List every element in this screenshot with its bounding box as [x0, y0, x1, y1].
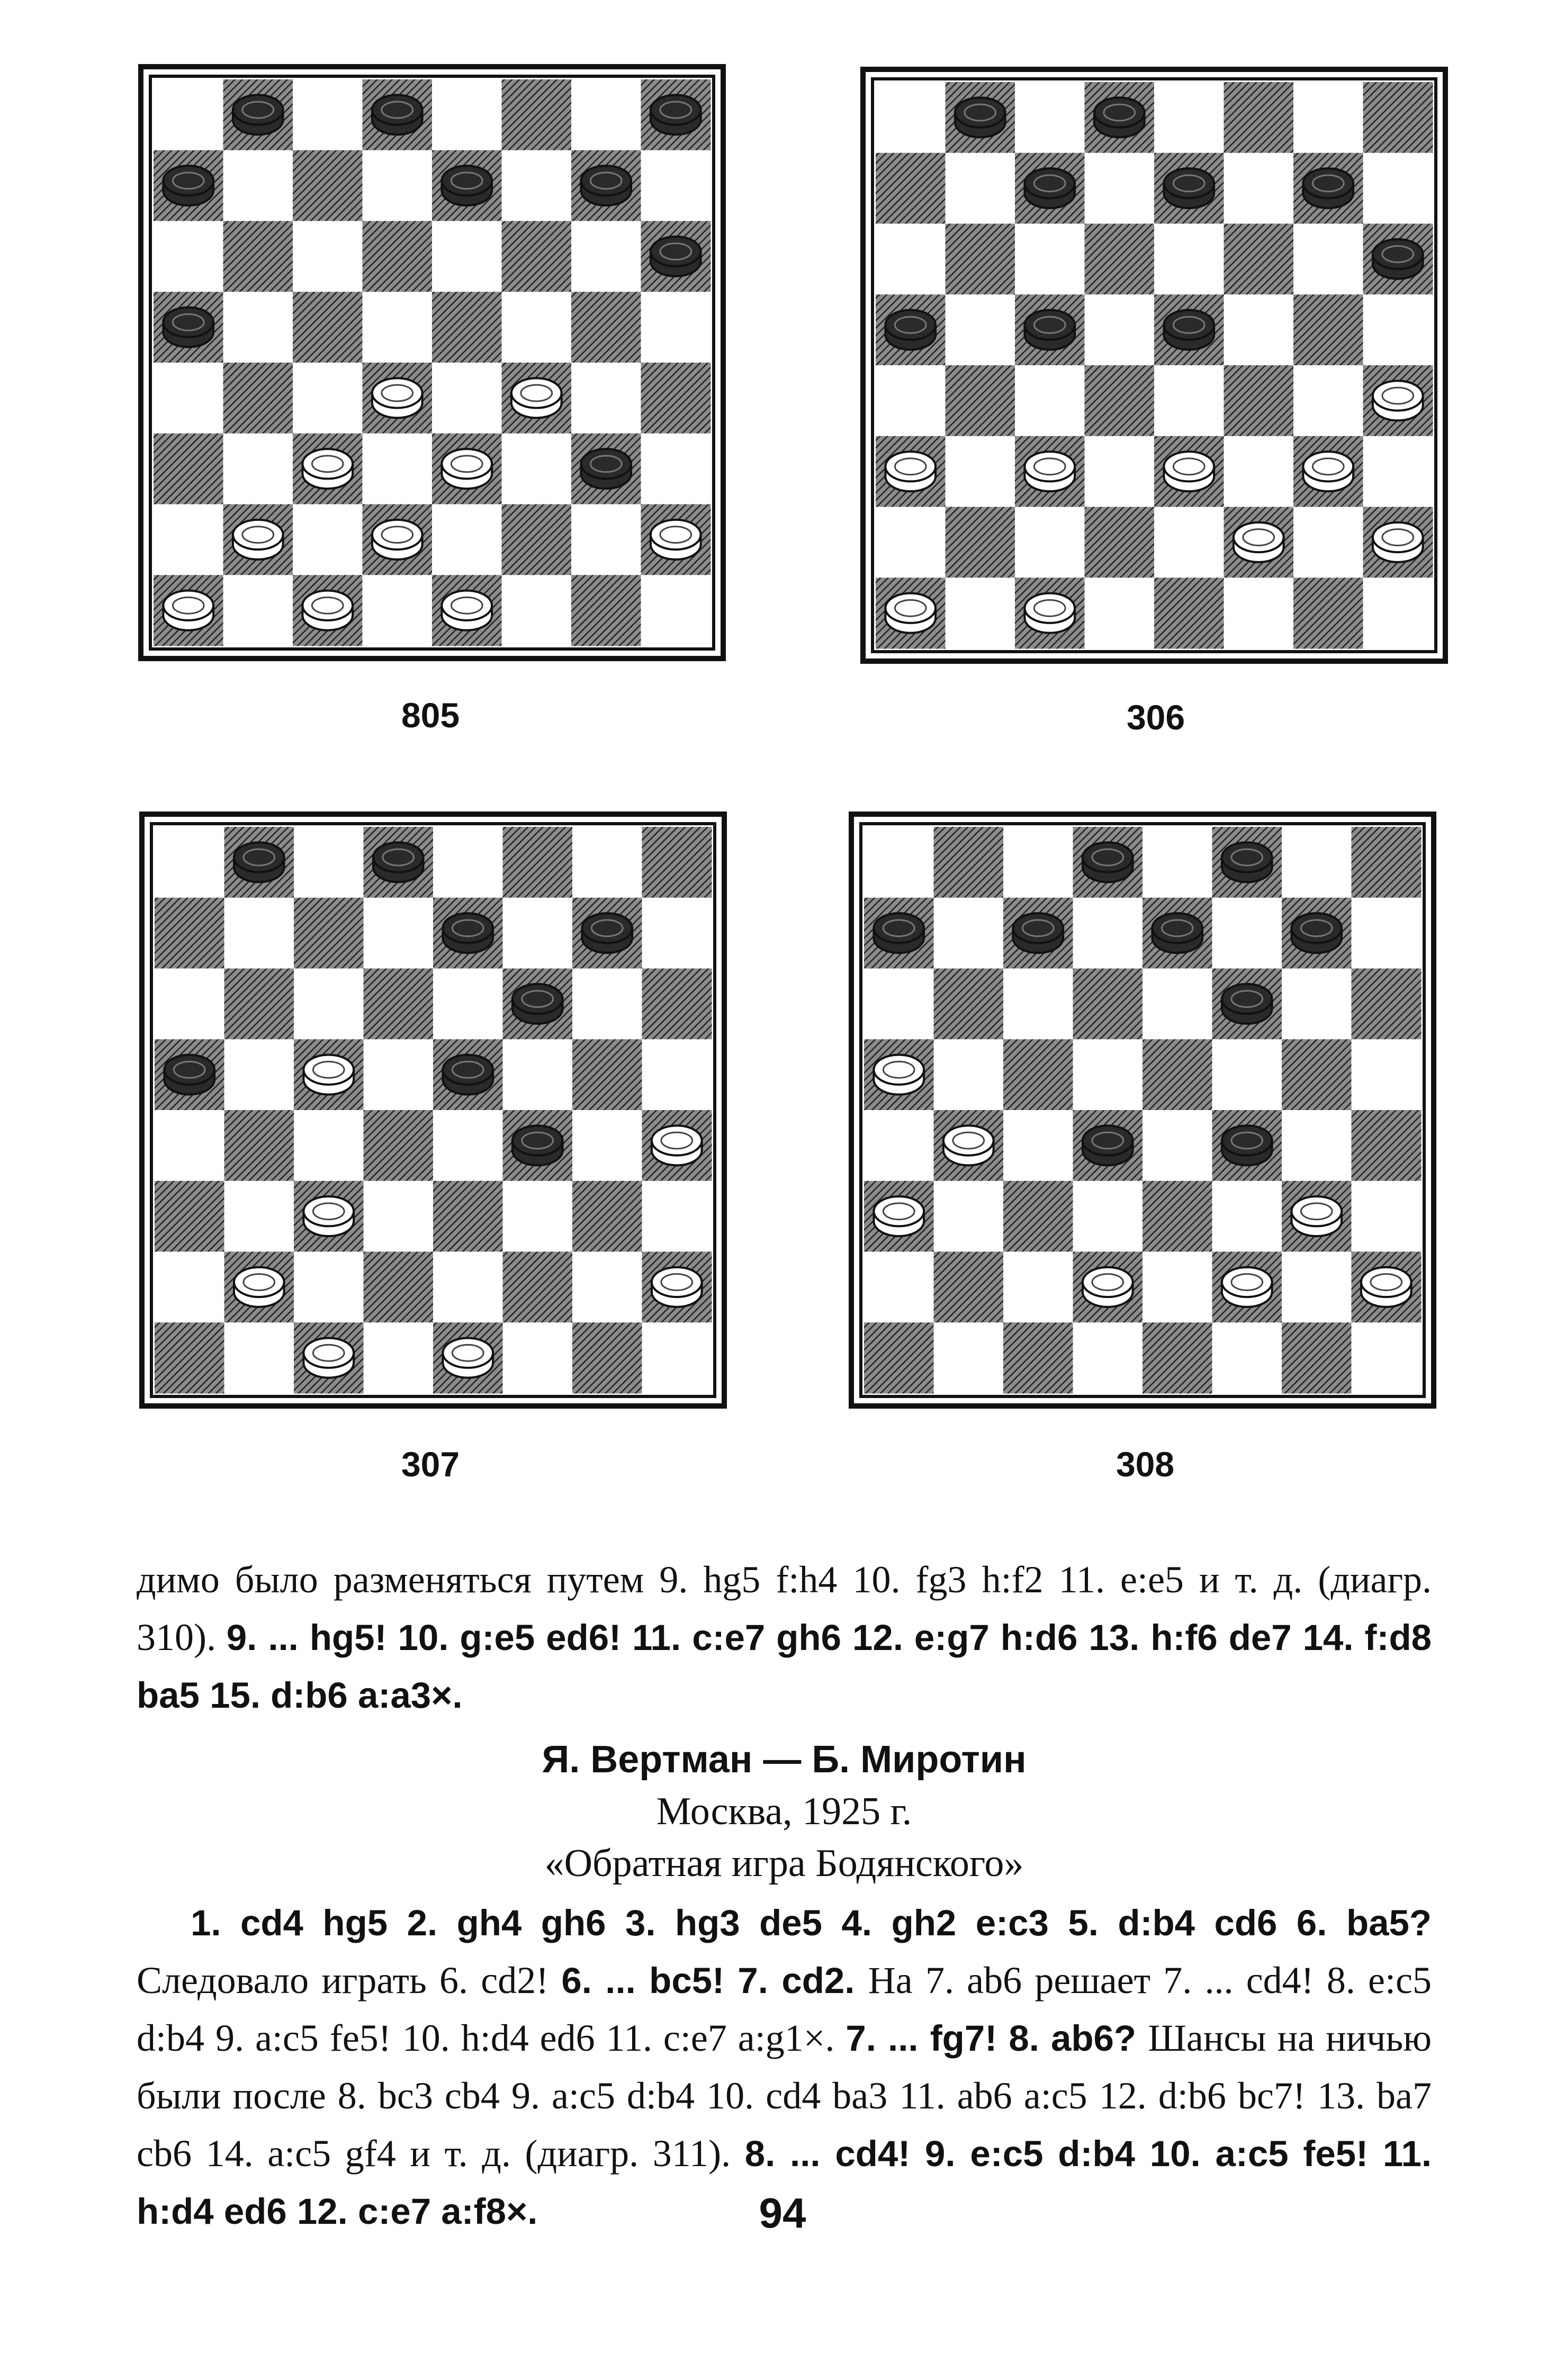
light-square	[503, 1039, 573, 1110]
white-checker	[885, 593, 936, 633]
light-square	[363, 150, 433, 221]
light-square	[1143, 827, 1212, 898]
white-checker	[1083, 1267, 1133, 1307]
black-checker	[1083, 842, 1133, 882]
black-checker	[1024, 310, 1075, 350]
light-square	[1282, 1110, 1352, 1181]
dark-square	[433, 1181, 503, 1252]
light-square	[364, 1322, 434, 1393]
light-square	[224, 1181, 294, 1252]
dark-square	[1143, 1039, 1212, 1110]
dark-square	[1293, 578, 1363, 648]
white-checker	[874, 1196, 924, 1236]
text-segment: На 7. ab6 решает 7. ... cd4! 8. e:c5 d:b4 9. a:c5 fe5! 10. h:d4 ed6 11. c:e7 a:g1×.	[137, 1959, 1432, 2059]
black-checker	[234, 842, 284, 882]
light-square	[223, 434, 293, 504]
light-square	[572, 1110, 642, 1181]
white-checker	[303, 1338, 354, 1378]
light-square	[1085, 153, 1155, 224]
light-square	[1224, 578, 1294, 648]
light-square	[1003, 827, 1073, 898]
dark-square	[432, 292, 502, 363]
light-square	[1085, 294, 1155, 365]
dark-square	[934, 969, 1004, 1040]
light-square	[223, 575, 293, 646]
black-checker	[512, 984, 563, 1024]
dark-square	[1003, 1039, 1073, 1110]
light-square	[432, 504, 502, 575]
white-checker	[1373, 381, 1423, 420]
dark-square	[1224, 224, 1294, 295]
white-checker	[303, 1055, 354, 1095]
light-square	[946, 436, 1015, 507]
black-checker	[1222, 984, 1272, 1024]
light-square	[1212, 898, 1282, 969]
light-square	[293, 79, 363, 150]
dark-square	[364, 969, 434, 1040]
white-checker	[1303, 452, 1353, 491]
dark-square	[1282, 1322, 1352, 1393]
white-checker	[1222, 1267, 1272, 1307]
light-square	[1293, 507, 1363, 578]
dark-square	[155, 1181, 224, 1252]
light-square	[1352, 1322, 1422, 1393]
dark-square	[642, 827, 712, 898]
light-square	[155, 827, 224, 898]
black-checker	[1222, 842, 1272, 882]
light-square	[946, 578, 1015, 648]
white-checker	[874, 1055, 924, 1095]
dark-square	[1003, 1322, 1073, 1393]
dark-square	[224, 1110, 294, 1181]
light-square	[433, 827, 503, 898]
light-square	[876, 82, 946, 153]
white-checker	[1234, 522, 1284, 562]
light-square	[364, 1039, 434, 1110]
light-square	[1015, 365, 1085, 436]
dark-square	[571, 575, 641, 646]
light-square	[1224, 153, 1294, 224]
light-square	[503, 1181, 573, 1252]
black-checker	[163, 308, 213, 347]
black-checker	[1303, 168, 1353, 208]
text-segment: Следовало играть 6. cd2!	[137, 1959, 562, 2002]
light-square	[155, 1252, 224, 1323]
light-square	[864, 827, 934, 898]
black-checker	[442, 166, 492, 205]
white-checker	[234, 1267, 284, 1307]
light-square	[642, 1322, 712, 1393]
light-square	[364, 1181, 434, 1252]
dark-square	[864, 1322, 934, 1393]
light-square	[572, 827, 642, 898]
light-square	[1224, 294, 1294, 365]
paragraph-continuation	[137, 1551, 1432, 1724]
light-square	[1015, 224, 1085, 295]
light-square	[363, 575, 433, 646]
game-notation	[137, 1894, 1432, 2240]
text-segment: 1. cd4 hg5 2. gh4 gh6 3. hg3 de5 4. gh2 e:c3 5. d:b4 cd6 6. ba5?	[191, 1903, 1432, 1943]
light-square	[293, 363, 363, 434]
dark-square	[1085, 507, 1155, 578]
dark-square	[154, 434, 223, 504]
dark-square	[1085, 365, 1155, 436]
light-square	[642, 1181, 712, 1252]
light-square	[363, 292, 433, 363]
game-header	[137, 1734, 1432, 1889]
light-square	[642, 898, 712, 969]
white-checker	[1024, 452, 1075, 491]
light-square	[641, 575, 711, 646]
light-square	[293, 504, 363, 575]
dark-square	[572, 1181, 642, 1252]
dark-square	[641, 363, 711, 434]
light-square	[432, 363, 502, 434]
dark-square	[155, 898, 224, 969]
light-square	[224, 1322, 294, 1393]
white-checker	[163, 591, 213, 630]
dark-square	[1224, 365, 1294, 436]
light-square	[363, 434, 433, 504]
light-square	[1154, 507, 1224, 578]
light-square	[1003, 1252, 1073, 1323]
light-square	[502, 292, 572, 363]
black-checker	[373, 842, 424, 882]
dark-square	[1352, 827, 1422, 898]
black-checker	[1164, 168, 1214, 208]
black-checker	[163, 166, 213, 205]
light-square	[864, 969, 934, 1040]
light-square	[433, 1110, 503, 1181]
dark-square	[502, 504, 572, 575]
dark-square	[224, 969, 294, 1040]
white-checker	[372, 378, 422, 418]
game-opening: «Обратная игра Бодянского»	[544, 1842, 1024, 1885]
text-segment: 8. ... cd4! 9. e:c5 d:b4 10. a:c5 fe5! 11. h:d4 ed6 12. c:e7 a:f8×.	[137, 2133, 1432, 2232]
light-square	[876, 507, 946, 578]
light-square	[946, 294, 1015, 365]
light-square	[154, 79, 223, 150]
dark-square	[946, 224, 1015, 295]
diagram-306-board	[860, 66, 1449, 664]
white-checker	[1373, 522, 1423, 562]
dark-square	[1293, 294, 1363, 365]
page-number: 94	[759, 2189, 806, 2237]
light-square	[1282, 827, 1352, 898]
light-square	[1015, 82, 1085, 153]
light-square	[224, 898, 294, 969]
light-square	[1363, 153, 1433, 224]
light-square	[1073, 1322, 1143, 1393]
light-square	[1212, 1039, 1282, 1110]
dark-square	[363, 221, 433, 292]
black-checker	[164, 1055, 214, 1095]
light-square	[864, 1110, 934, 1181]
white-checker	[303, 1196, 354, 1236]
light-square	[154, 504, 223, 575]
light-square	[641, 292, 711, 363]
black-checker	[874, 913, 924, 953]
light-square	[571, 79, 641, 150]
diagram-805-caption: 805	[401, 696, 460, 735]
light-square	[934, 1322, 1004, 1393]
diagram-308-board	[848, 811, 1437, 1409]
diagram-306-caption: 306	[1126, 698, 1185, 737]
black-checker	[581, 449, 631, 489]
dark-square	[364, 1252, 434, 1323]
black-checker	[1222, 1125, 1272, 1165]
light-square	[154, 221, 223, 292]
black-checker	[1373, 239, 1423, 279]
light-square	[294, 827, 364, 898]
light-square	[1085, 436, 1155, 507]
light-square	[1363, 294, 1433, 365]
light-square	[1003, 969, 1073, 1040]
dark-square	[876, 153, 946, 224]
light-square	[572, 1252, 642, 1323]
black-checker	[955, 97, 1005, 137]
white-checker	[302, 449, 353, 489]
light-square	[433, 969, 503, 1040]
light-square	[1352, 1039, 1422, 1110]
light-square	[1143, 1252, 1212, 1323]
game-place: Москва, 1925 г.	[656, 1790, 912, 1833]
dark-square	[1224, 82, 1294, 153]
white-checker	[233, 520, 283, 560]
white-checker	[885, 452, 936, 491]
white-checker	[652, 1267, 702, 1307]
dark-square	[642, 969, 712, 1040]
light-square	[1293, 224, 1363, 295]
dark-square	[1073, 969, 1143, 1040]
text-segment: 9. ... hg5! 10. g:e5 ed6! 11. c:e7 gh6 12. e:g7 h:d6 13. h:f6 de7 14. f:d8 ba5 15. d:b6 a:a3×.	[137, 1617, 1432, 1716]
light-square	[571, 363, 641, 434]
light-square	[154, 363, 223, 434]
diagram-307-board	[139, 811, 727, 1409]
text-segment: 6. ... bc5! 7. cd2.	[561, 1960, 868, 2001]
light-square	[1224, 436, 1294, 507]
white-checker	[1024, 593, 1075, 633]
light-square	[433, 1252, 503, 1323]
light-square	[1085, 578, 1155, 648]
diagram-805-board	[138, 64, 726, 662]
dark-square	[1143, 1181, 1212, 1252]
white-checker	[1361, 1267, 1411, 1307]
white-checker	[302, 591, 353, 630]
text-segment: димо было разменяться путем 9. hg5 f:h4 10. fg3 h:f2 11. e:e5 и т. д. (диагр. 310).	[137, 1558, 1432, 1658]
light-square	[571, 504, 641, 575]
dark-square	[155, 1322, 224, 1393]
dark-square	[572, 1039, 642, 1110]
light-square	[1212, 1322, 1282, 1393]
black-checker	[512, 1125, 563, 1165]
light-square	[294, 1252, 364, 1323]
black-checker	[1083, 1125, 1133, 1165]
light-square	[293, 221, 363, 292]
text-segment: Шансы на ничью были после 8. bc3 cb4 9. a:c5 d:b4 10. cd4 ba3 11. ab6 a:c5 12. d:b6 bc7! 13. ba7 cb6 14. a:c5 gf4 и т. д. (диагр. 311).	[137, 2017, 1432, 2175]
black-checker	[582, 913, 632, 953]
light-square	[641, 150, 711, 221]
light-square	[155, 969, 224, 1040]
light-square	[432, 79, 502, 150]
light-square	[1143, 1110, 1212, 1181]
dark-square	[1085, 224, 1155, 295]
dark-square	[223, 363, 293, 434]
dark-square	[502, 221, 572, 292]
light-square	[1015, 507, 1085, 578]
light-square	[1143, 969, 1212, 1040]
light-square	[503, 898, 573, 969]
dark-square	[503, 1252, 573, 1323]
light-square	[864, 1252, 934, 1323]
dark-square	[1352, 969, 1422, 1040]
dark-square	[1003, 1181, 1073, 1252]
black-checker	[1024, 168, 1075, 208]
light-square	[223, 150, 293, 221]
dark-square	[503, 827, 573, 898]
light-square	[1003, 1110, 1073, 1181]
light-square	[502, 575, 572, 646]
light-square	[1293, 365, 1363, 436]
light-square	[223, 292, 293, 363]
white-checker	[1164, 452, 1214, 491]
white-checker	[443, 1338, 493, 1378]
light-square	[876, 224, 946, 295]
light-square	[503, 1322, 573, 1393]
white-checker	[442, 449, 492, 489]
dark-square	[293, 292, 363, 363]
light-square	[1073, 898, 1143, 969]
black-checker	[1013, 913, 1063, 953]
light-square	[364, 898, 434, 969]
black-checker	[443, 913, 493, 953]
black-checker	[581, 166, 631, 205]
light-square	[1154, 82, 1224, 153]
white-checker	[442, 591, 492, 630]
dark-square	[946, 365, 1015, 436]
light-square	[1154, 224, 1224, 295]
black-checker	[651, 237, 701, 276]
light-square	[1363, 578, 1433, 648]
black-checker	[1164, 310, 1214, 350]
light-square	[934, 898, 1004, 969]
dark-square	[934, 827, 1004, 898]
black-checker	[1152, 913, 1202, 953]
light-square	[1363, 436, 1433, 507]
game-players: Я. Вертман — Б. Миротин	[542, 1738, 1027, 1781]
light-square	[1282, 1252, 1352, 1323]
white-checker	[651, 520, 701, 560]
text-segment: 7. ... fg7! 8. ab6?	[846, 2018, 1148, 2059]
dark-square	[1154, 578, 1224, 648]
light-square	[642, 1039, 712, 1110]
black-checker	[233, 95, 283, 134]
light-square	[502, 150, 572, 221]
dark-square	[1363, 82, 1433, 153]
light-square	[294, 969, 364, 1040]
black-checker	[443, 1055, 493, 1095]
white-checker	[372, 520, 422, 560]
light-square	[1212, 1181, 1282, 1252]
light-square	[224, 1039, 294, 1110]
light-square	[1073, 1181, 1143, 1252]
light-square	[1073, 1039, 1143, 1110]
light-square	[934, 1039, 1004, 1110]
white-checker	[943, 1125, 994, 1165]
black-checker	[372, 95, 422, 134]
dark-square	[571, 292, 641, 363]
dark-square	[1282, 1039, 1352, 1110]
black-checker	[1291, 913, 1342, 953]
light-square	[641, 434, 711, 504]
dark-square	[934, 1252, 1004, 1323]
dark-square	[502, 79, 572, 150]
dark-square	[293, 150, 363, 221]
dark-square	[364, 1110, 434, 1181]
white-checker	[652, 1125, 702, 1165]
black-checker	[885, 310, 936, 350]
light-square	[1154, 365, 1224, 436]
diagram-308-caption: 308	[1116, 1445, 1175, 1484]
light-square	[432, 221, 502, 292]
black-checker	[651, 95, 701, 134]
dark-square	[223, 221, 293, 292]
light-square	[1293, 82, 1363, 153]
light-square	[1352, 898, 1422, 969]
white-checker	[511, 378, 562, 418]
light-square	[572, 969, 642, 1040]
dark-square	[294, 898, 364, 969]
light-square	[934, 1181, 1004, 1252]
light-square	[1282, 969, 1352, 1040]
dark-square	[572, 1322, 642, 1393]
white-checker	[1291, 1196, 1342, 1236]
black-checker	[1094, 97, 1145, 137]
light-square	[502, 434, 572, 504]
light-square	[946, 153, 1015, 224]
diagram-307-caption: 307	[401, 1445, 460, 1484]
light-square	[876, 365, 946, 436]
light-square	[571, 221, 641, 292]
dark-square	[946, 507, 1015, 578]
light-square	[294, 1110, 364, 1181]
light-square	[1352, 1181, 1422, 1252]
light-square	[155, 1110, 224, 1181]
dark-square	[1352, 1110, 1422, 1181]
dark-square	[1143, 1322, 1212, 1393]
